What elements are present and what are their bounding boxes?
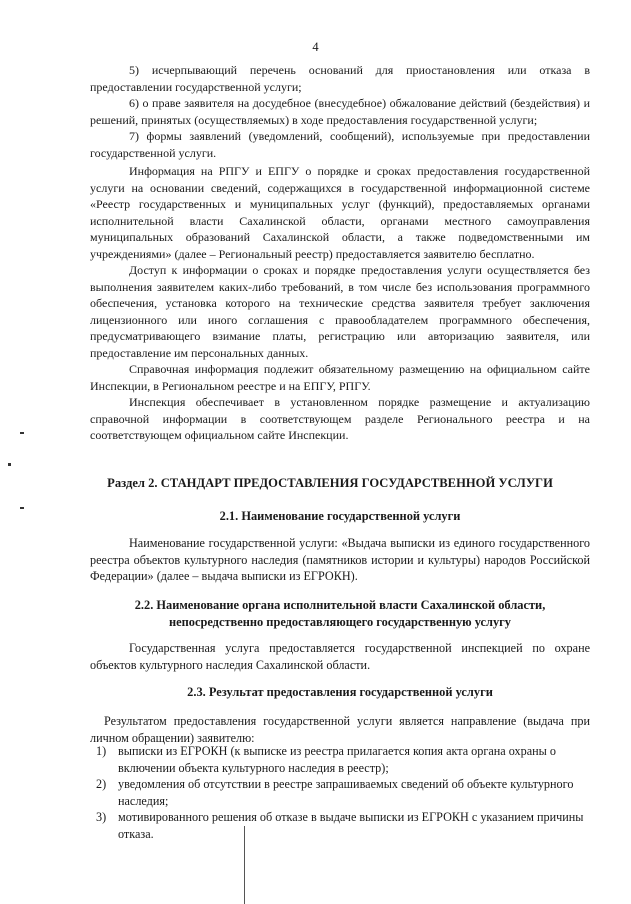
info-paragraph: Справочная информация подлежит обязательному размещению на официальном сайте Инспекции, в Региональном реестре и на ЕПГУ, РПГУ. [90,362,590,393]
list-item-text: уведомления об отсутствии в реестре запрашиваемых сведений об объекте культурного наследия; [118,777,574,808]
list-item [90,743,590,776]
scan-mark [8,463,11,466]
intro-item: 5) исчерпывающий перечень оснований для приостановления или отказа в предоставлении государственной услуги; [90,63,590,94]
info-section [90,163,590,444]
s23-text: Результатом предоставления государственной услуги является направление (выдача при личном обращении) заявителю: [90,714,590,745]
intro-item: 7) формы заявлений (уведомлений, сообщений), используемые при предоставлении государственной услуги. [90,129,590,160]
result-list [90,743,590,842]
list-item-number: 3) [96,810,107,824]
page-number: 4 [312,40,319,54]
section-title: Раздел 2. СТАНДАРТ ПРЕДОСТАВЛЕНИЯ ГОСУДАРСТВЕННОЙ УСЛУГИ [107,476,553,490]
info-paragraph: Инспекция обеспечивает в установленном порядке размещение и актуализацию справочной информации в соответствующем разделе Регионального реестра и на соответствующем официальном сайте Инспекции. [90,395,590,442]
info-paragraph: Информация на РПГУ и ЕПГУ о порядке и сроках предоставления государственной услуги на основании сведений, содержащихся в государственной информационной системе «Реестр государственных и муниципальных услуг (функций), предоставляемых органами исполнительной власти Сахалинской области, органами местного самоуправления муниципальных образований Сахалинской области, а также подведомственными им учреждениями» (далее – Региональный реестр) предоставляется заявителю бесплатно. [90,164,590,261]
info-paragraph: Доступ к информации о сроках и порядке предоставления услуги осуществляется без выполнения заявителем каких-либо требований, в том числе без использования программного обеспечения, установка которого на технические средства заявителя требует заключения лицензионного или иного соглашения с правообладателем программного обеспечения, предусматривающего взимание платы, регистрацию или авторизацию заявителя, или предоставление им персональных данных. [90,263,590,360]
list-item [90,809,590,842]
list-item [90,776,590,809]
list-item-number: 1) [96,744,107,758]
list-item-text: выписки из ЕГРОКН (к выписке из реестра прилагается копия акта органа охраны о включении объекта культурного наследия в реестр); [118,744,556,775]
list-item-text: мотивированного решения об отказе в выдаче выписки из ЕГРОКН с указанием причины отказа. [118,810,584,841]
intro-item: 6) о праве заявителя на досудебное (внесудебное) обжалование действий (бездействия) и решений, принятых (осуществляемых) в ходе предоставления государственной услуги; [90,96,590,127]
s22-heading-line2: непосредственно предоставляющего государственную услугу [168,615,512,629]
list-item-number: 2) [96,777,107,791]
intro-list [90,62,590,161]
s22-heading-line1: 2.2. Наименование органа исполнительной власти Сахалинской области, [134,598,546,612]
scan-mark [20,432,24,434]
scan-line [244,826,245,904]
s23-heading: 2.3. Результат предоставления государственной услуги [187,685,493,699]
s22-heading [90,597,590,631]
s22-text: Государственная услуга предоставляется государственной инспекцией по охране объектов культурного наследия Сахалинской области. [90,641,590,672]
s21-text: Наименование государственной услуги: «Выдача выписки из единого государственного реестра объектов культурного наследия (памятников истории и культуры) народов Российской Федерации» (далее – выдача выписки из ЕГРОКН). [90,536,590,583]
s21-heading: 2.1. Наименование государственной услуги [219,509,461,523]
scan-mark [20,507,24,509]
